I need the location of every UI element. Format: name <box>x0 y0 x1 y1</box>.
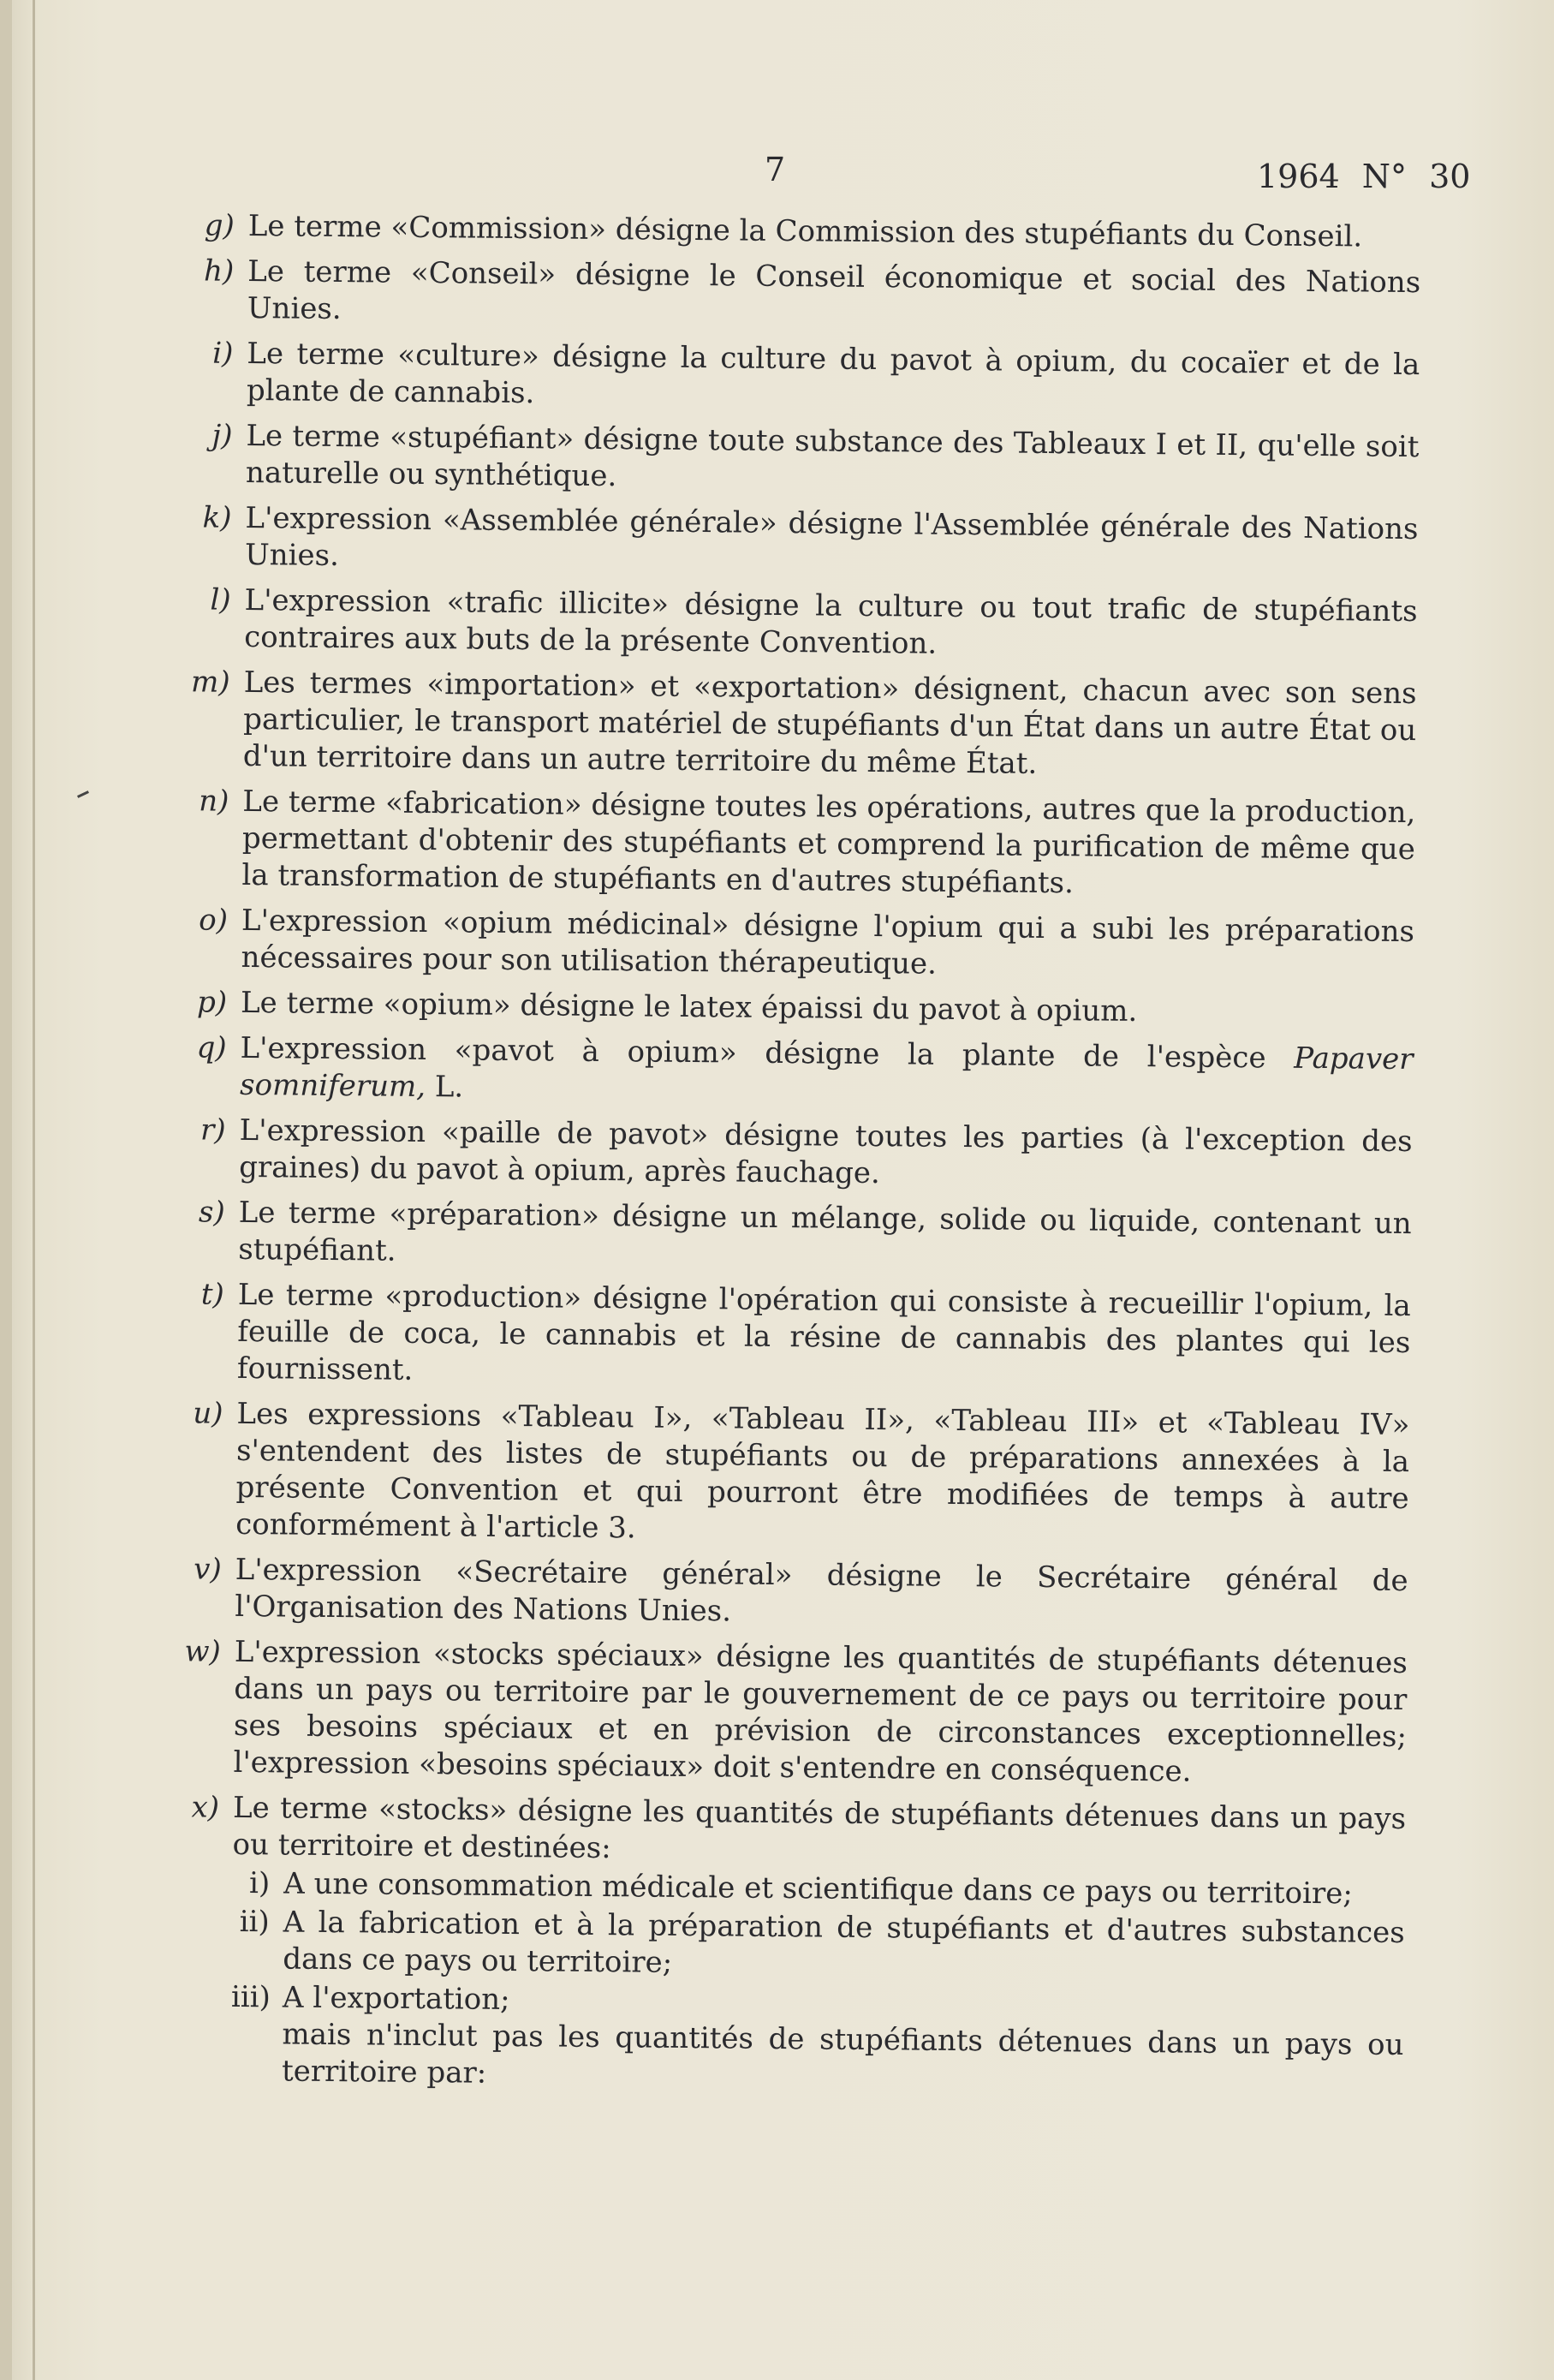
definition-text <box>240 1030 1414 1115</box>
definition-letter: o) <box>199 903 229 938</box>
binding-line <box>33 0 35 2380</box>
definition-t <box>152 1276 1411 1399</box>
definition-text: Le terme «Commission» désigne la Commission des stupéfiants du Conseil. <box>247 208 1363 254</box>
definition-text: Le terme «culture» désigne la culture du pavot à opium, du cocaïer et de la plante de cannabis. <box>246 336 1420 411</box>
definition-text: Le terme «fabrication» désigne toutes les opérations, autres que la production, permettant d'obtenir des stupéfiants et comprend la purification de même que la transformation de stupéfiants en d'autres stupéfiants. <box>241 784 1416 901</box>
definition-text: L'expression «trafic illicite» désigne la culture ou tout trafic de stupéfiants contraires aux buts de la présente Convention. <box>243 582 1418 661</box>
definition-i <box>161 335 1420 421</box>
definition-letter: p) <box>196 985 228 1020</box>
definition-letter: x) <box>191 1790 220 1825</box>
definition-letter: n) <box>198 784 229 819</box>
definition-r <box>153 1112 1413 1197</box>
sub-item-text: A une consommation médicale et scientifique dans ce pays ou territoire; <box>283 1866 1353 1912</box>
definition-letter: i) <box>212 336 234 371</box>
definition-letter: g) <box>204 208 235 243</box>
sub-item-number: i) <box>248 1866 271 1901</box>
definition-letter: j) <box>211 418 233 453</box>
definition-text: L'expression «Secrétaire général» désigne le Secrétaire général de l'Organisation des Nations Unies. <box>235 1552 1408 1629</box>
sub-item-ii <box>231 1904 1405 1989</box>
definition-text: Les termes «importation» et «exportation» désignent, chacun avec son sens particulier, le transport matériel de stupéfiants d'un État dans un autre État ou d'un territoire dans un autre territoire du même État. <box>242 665 1417 781</box>
definition-o <box>155 902 1414 987</box>
definition-text: Le terme «stupéfiant» désigne toute substance des Tableaux I et II, qu'elle soit naturelle ou synthétique. <box>245 418 1420 494</box>
definition-u <box>150 1395 1410 1554</box>
sub-item-text: A l'exportation; <box>282 1980 510 2017</box>
definition-text: Le terme «stocks» désigne les quantités de stupéfiants détenues dans un pays ou territoire et destinées: <box>232 1790 1407 1866</box>
definition-q <box>154 1029 1414 1115</box>
definition-text: L'expression «opium médicinal» désigne l'opium qui a subi les préparations nécessaires pour son utilisation thérapeutique. <box>241 903 1415 981</box>
definition-text-end: L. <box>425 1069 464 1105</box>
definition-g <box>163 207 1421 256</box>
definition-text: Le terme «préparation» désigne un mélange, solide ou liquide, contenant un stupéfiant. <box>238 1195 1412 1268</box>
definition-letter: q) <box>196 1030 227 1065</box>
definition-letter: k) <box>202 500 232 535</box>
definition-letter: u) <box>193 1396 223 1431</box>
definition-letter: t) <box>200 1277 225 1312</box>
definition-text-start: L'expression «pavot à opium» désigne la plante de l'espèce <box>240 1030 1295 1076</box>
definition-letter: s) <box>198 1195 225 1230</box>
definition-letter: m) <box>190 665 230 700</box>
definition-letter: h) <box>203 254 235 289</box>
definition-text: Le terme «production» désigne l'opération qui consiste à recueillir l'opium, la feuille de coca, le cannabis et la résine de cannabis des plantes qui les fournissent. <box>236 1277 1411 1387</box>
definition-j <box>160 417 1420 503</box>
definition-letter: w) <box>184 1634 222 1669</box>
sub-item-number: iii) <box>230 1979 271 2015</box>
definition-h <box>162 253 1421 338</box>
sub-item-number: ii) <box>239 1904 270 1940</box>
definition-x <box>145 1789 1406 2101</box>
definition-text-block <box>230 1790 1406 2101</box>
definition-l <box>158 582 1418 667</box>
definition-letter: v) <box>194 1552 222 1587</box>
definition-n <box>156 783 1415 905</box>
definition-text: L'expression «stocks spéciaux» désigne les quantités de stupéfiants détenues dans un pays ou territoire par le gouvernement de ce pays ou territoire pour ses besoins spéciaux et en prévision de circonstances exceptionnelles; l'expression «besoins spéciaux» doit s'entendre en conséquence. <box>233 1634 1408 1789</box>
sub-item-text: A la fabrication et à la préparation de stupéfiants et d'autres substances dans ce pays ou territoire; <box>283 1905 1405 1980</box>
definitions-list <box>145 207 1421 2109</box>
definition-k <box>159 499 1419 585</box>
definition-letter: l) <box>210 582 231 617</box>
continuation-text: mais n'inclut pas les quantités de stupéfiants détenues dans un pays ou territoire par: <box>281 2017 1404 2091</box>
definition-text: Le terme «opium» désigne le latex épaissi du pavot à opium. <box>240 985 1138 1029</box>
definition-w <box>147 1633 1408 1792</box>
definition-v <box>149 1551 1408 1637</box>
definition-m <box>158 664 1417 786</box>
definition-text: Le terme «Conseil» désigne le Conseil économique et social des Nations Unies. <box>247 254 1421 327</box>
document-number: 1964 N° 30 <box>1257 158 1471 195</box>
definition-s <box>152 1194 1412 1279</box>
definition-text: L'expression «Assemblée générale» désigne l'Assemblée générale des Nations Unies. <box>244 500 1419 573</box>
definition-p <box>155 984 1414 1033</box>
definition-text: L'expression «paille de pavot» désigne toutes les parties (à l'exception des graines) du pavot à opium, après fauchage. <box>239 1112 1413 1191</box>
margin-mark <box>77 790 89 798</box>
definition-text: Les expressions «Tableau I», «Tableau II», «Tableau III» et «Tableau IV» s'entendent des listes de stupéfiants ou de préparations annexées à la présente Convention et qui pourront être modifiées de temps à autre conformément à l'article 3. <box>235 1396 1410 1546</box>
definition-letter: r) <box>199 1112 226 1148</box>
page-edge <box>0 0 12 2380</box>
page-number: 7 <box>765 151 786 188</box>
species-name: Papaver somniferum, <box>239 1041 1414 1104</box>
